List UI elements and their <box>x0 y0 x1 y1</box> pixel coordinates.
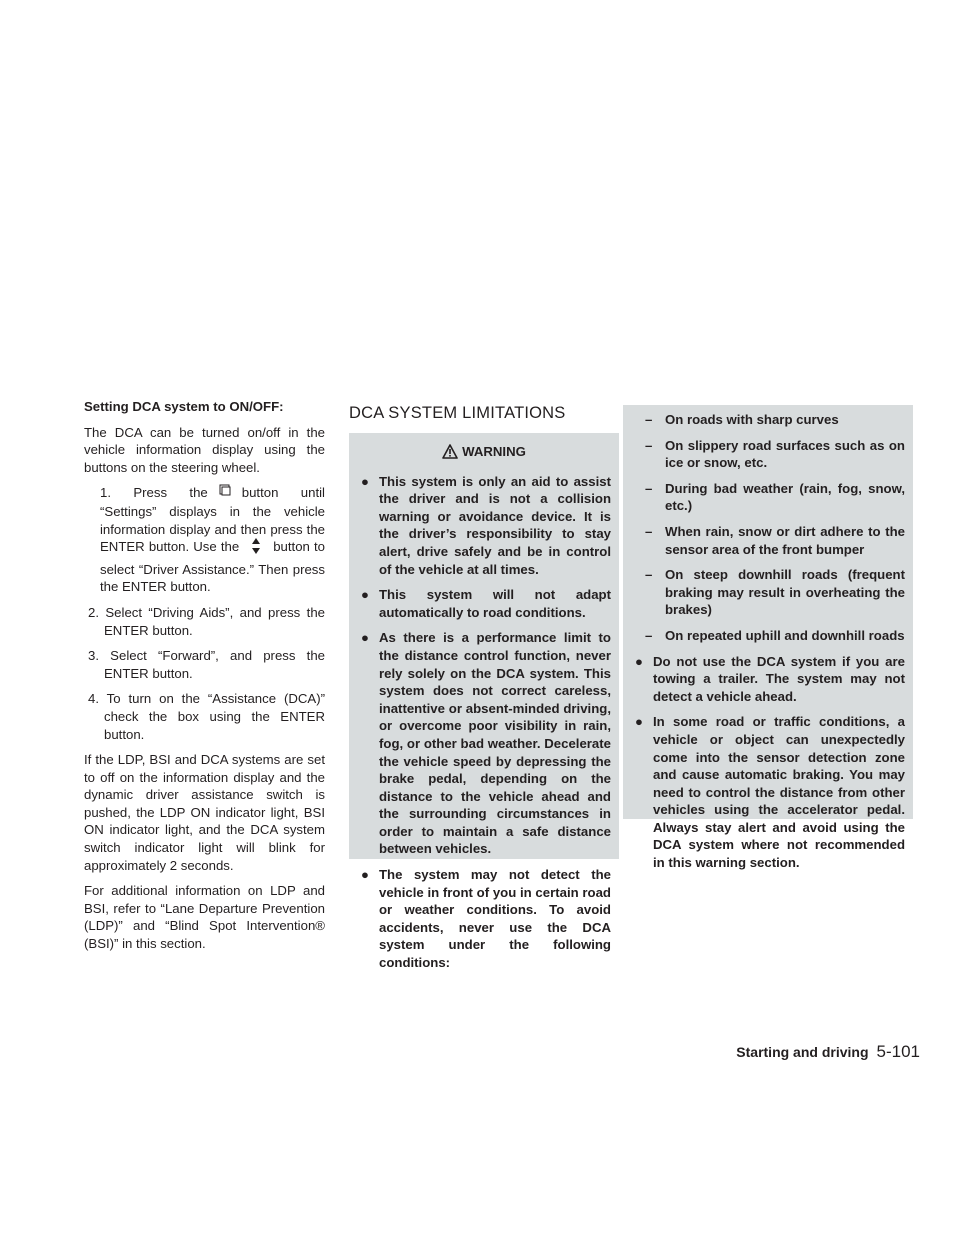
page-footer <box>720 1043 920 1062</box>
setting-heading: Setting DCA system to ON/OFF: <box>84 399 284 414</box>
warning-header <box>357 443 611 461</box>
condition-item: – On steep downhill roads (frequent braking may result in overheating the brakes) <box>645 567 905 618</box>
condition-item: – On slippery road surfaces such as on ice or snow, etc. <box>645 437 905 471</box>
warning-label: WARNING <box>462 444 526 459</box>
warning-bullet: ● As there is a performance limit to the distance control function, never rely solely on the DCA system. This system does not correct careless, inattentive or absent-minded driving, or overcome poor visibility in rain, fog, or other bad weather. Decelerate the vehicle speed by depressing the brake pedal, depending on the distance to the vehicle ahead and the surrounding circumstances in order to maintain a safe distance between vehicles. <box>361 630 611 857</box>
reference-paragraph: For additional information on LDP and BSI, refer to “Lane Departure Prevention (LDP)” and “Blind Spot Intervention® (BSI)” in this section. <box>84 883 325 952</box>
right-column <box>623 405 913 871</box>
warning-triangle-icon <box>442 444 458 459</box>
warning-bullet: ● This system will not adapt automatically to road conditions. <box>361 587 611 620</box>
indicator-blink-paragraph: If the LDP, BSI and DCA systems are set to off on the information display and the dynamic driver assistance switch is pushed, the LDP ON indicator light, BSI ON indicator light, and the DCA system switch indicator light will blink for approximately 2 seconds. <box>84 752 325 873</box>
page-number: 5-101 <box>876 1042 920 1061</box>
warning-bullet: ● In some road or traffic conditions, a vehicle or object can unexpectedly come into the sensor detection zone and cause automatic braking. You may need to control the distance from other vehicles using the accelerator pedal. Always stay alert and avoid using the DCA system where not recommended in this warning section. <box>635 714 905 871</box>
menu-button-icon <box>208 484 242 503</box>
footer-section-name: Starting and driving <box>736 1044 869 1060</box>
step-2: 2. Select “Driving Aids”, and press the ENTER button. <box>88 604 325 638</box>
warning-bullet: ● The system may not detect the vehicle in front of you in certain road or weather conditions. To avoid accidents, never use the DCA system under the following conditions: <box>361 867 611 971</box>
section-title: DCA SYSTEM LIMITATIONS <box>349 404 566 422</box>
middle-column <box>349 403 619 971</box>
intro-paragraph: The DCA can be turned on/off in the vehicle information display using the buttons on the steering wheel. <box>84 424 325 475</box>
condition-item: – On repeated uphill and downhill roads <box>645 627 905 643</box>
step-1: 1. Press the button until “Settings” displays in the vehicle information display and then press the ENTER button. Use the button to select “Driver Assistance.” Then press the ENTER button. <box>100 485 325 595</box>
condition-item: – When rain, snow or dirt adhere to the sensor area of the front bumper <box>645 523 905 557</box>
warning-box-continued <box>623 405 913 871</box>
left-column <box>84 398 325 961</box>
step-4: 4. To turn on the “Assistance (DCA)” check the box using the ENTER button. <box>88 691 325 742</box>
condition-item: – During bad weather (rain, fog, snow, etc.) <box>645 480 905 514</box>
condition-item: – On roads with sharp curves <box>645 412 839 427</box>
step-3: 3. Select “Forward”, and press the ENTER button. <box>88 648 325 681</box>
up-down-arrow-icon <box>239 538 273 561</box>
warning-box <box>349 433 619 971</box>
warning-bullet: ● Do not use the DCA system if you are towing a trailer. The system may not detect a vehicle ahead. <box>635 653 905 704</box>
warning-bullet: ● This system is only an aid to assist the driver and is not a collision warning or avoidance device. It is the driver’s responsibility to stay alert, drive safely and be in control of the vehicle at all times. <box>361 473 611 577</box>
